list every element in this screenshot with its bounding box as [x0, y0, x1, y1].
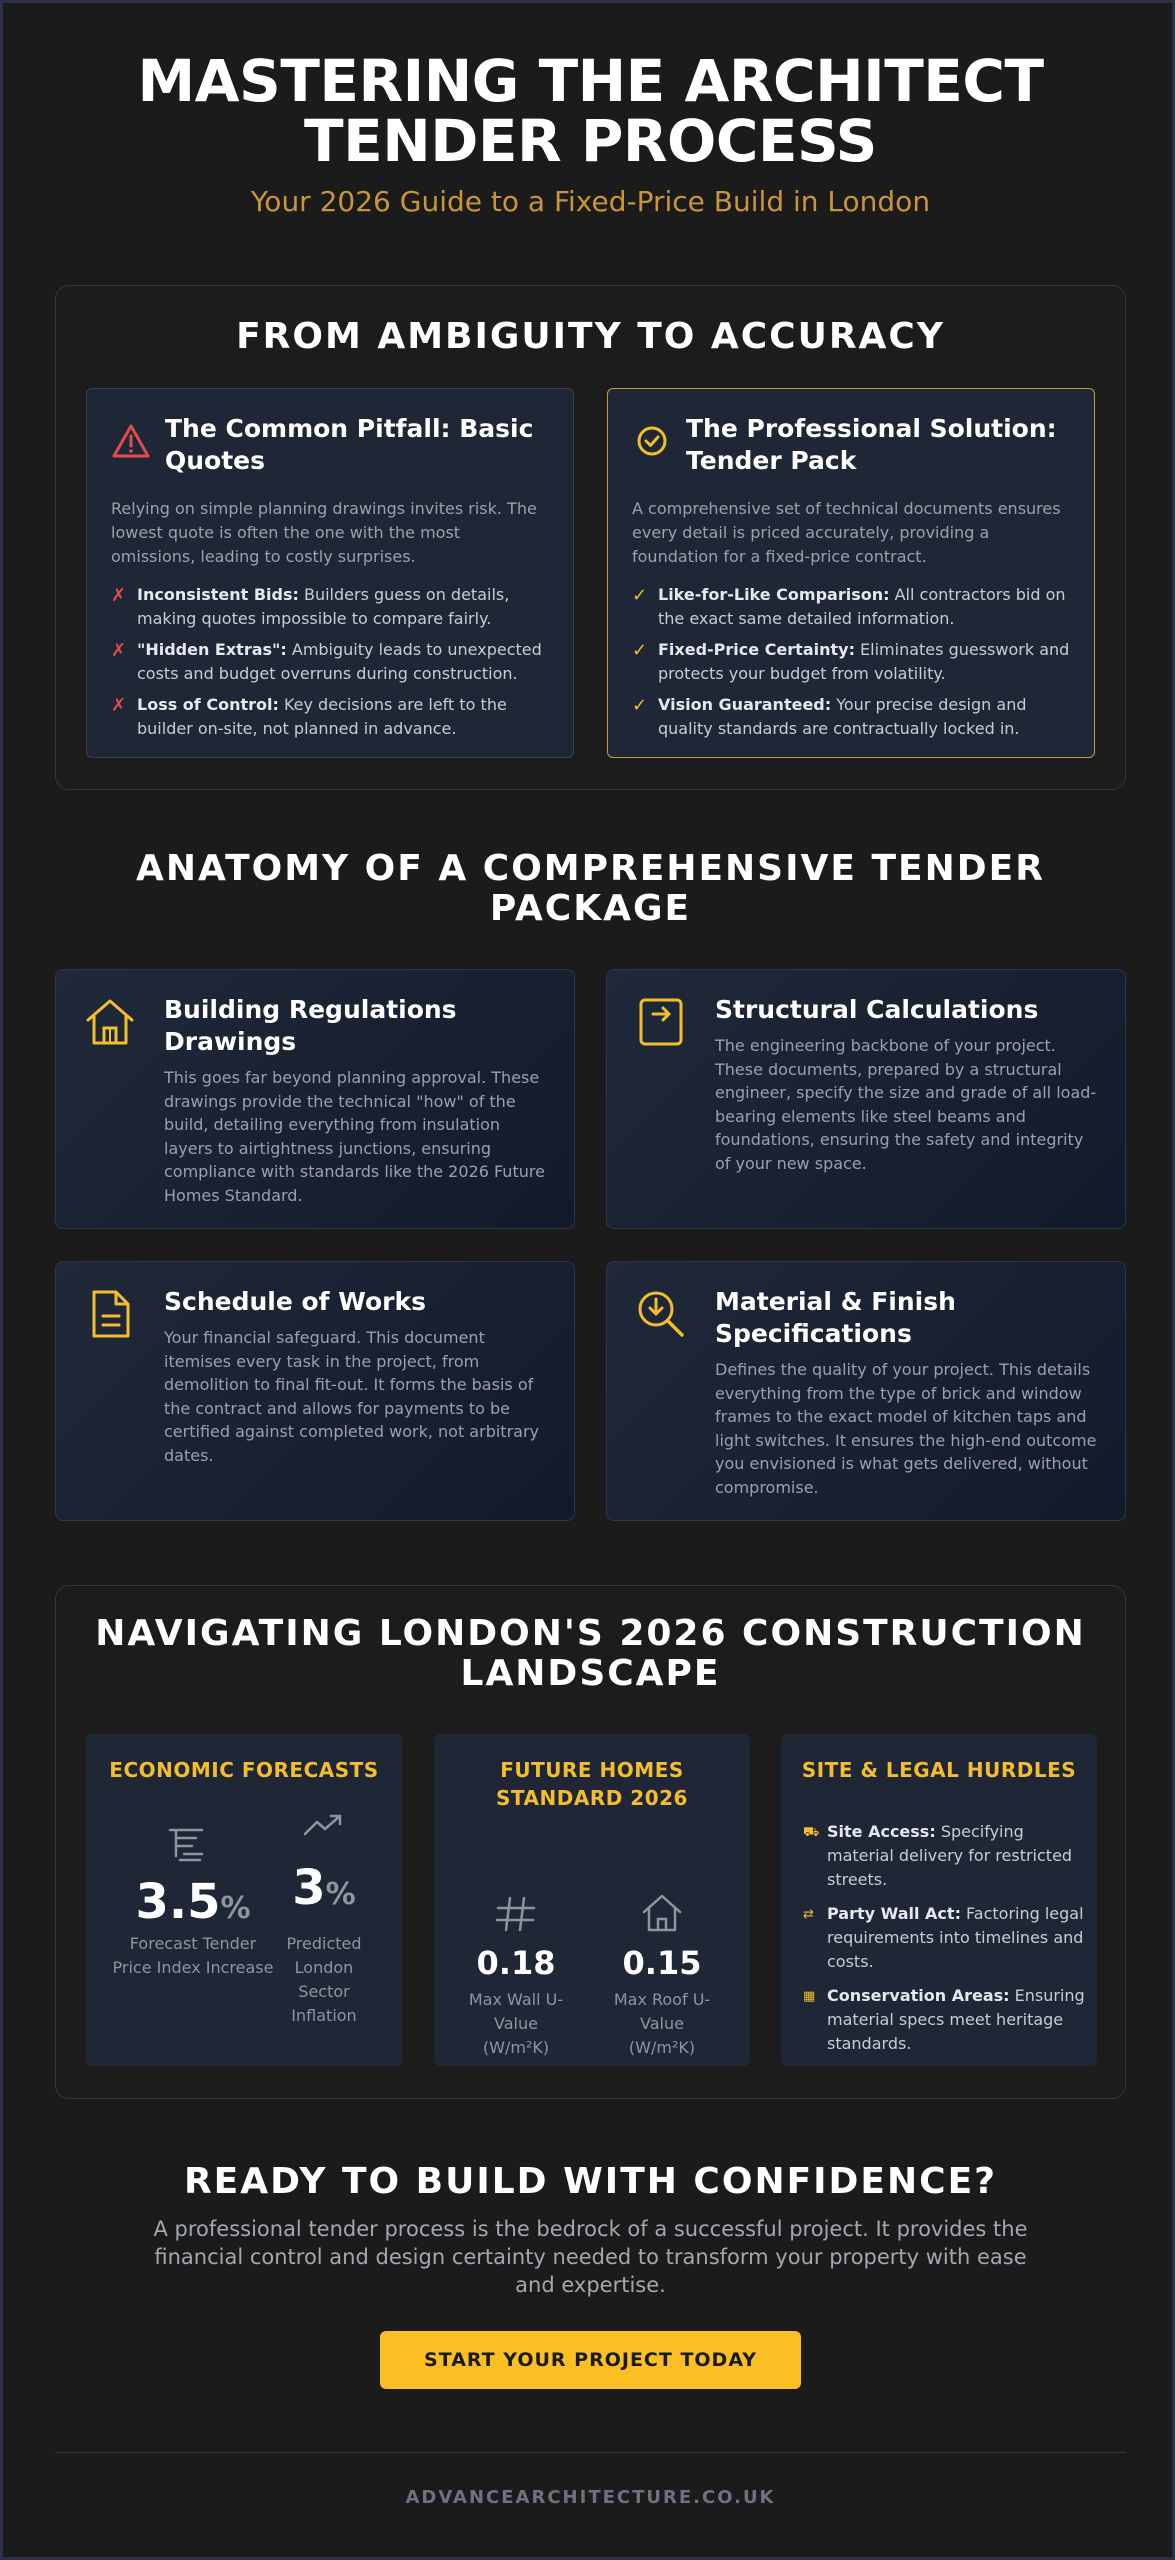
title-line: STANDARD 2026 [496, 1786, 688, 1810]
item-text: Key decisions are left to the builder on-site, not planned in advance. [137, 695, 507, 738]
doc-card-building-regs [55, 969, 575, 1229]
label-line: Value [494, 2014, 538, 2033]
page-title-line1: MASTERING THE ARCHITECT [137, 47, 1044, 115]
label-line: Predicted [286, 1934, 362, 1953]
list-item [632, 583, 1070, 631]
item-text: Specifying material delivery for restricted streets. [827, 1822, 1073, 1889]
stat-inflation-label [282, 1932, 366, 2028]
start-project-button[interactable]: START YOUR PROJECT TODAY [380, 2331, 801, 2389]
solution-card [607, 388, 1095, 758]
check-icon: ✓ [632, 695, 648, 716]
label-line: London [294, 1958, 354, 1977]
landscape-title [56, 1614, 1125, 1694]
pitfall-title: The Common Pitfall: Basic Quotes [165, 414, 534, 475]
stat-unit: % [325, 1877, 356, 1912]
doc-card-title: Schedule of Works [164, 1287, 426, 1316]
doc-card-title: Structural Calculations [715, 995, 1039, 1024]
doc-card-title: Material & Finish Specifications [715, 1287, 956, 1348]
stat-inflation [286, 1860, 362, 1916]
cross-icon: ✗ [111, 695, 127, 716]
item-bold: Vision Guaranteed: [658, 695, 832, 714]
future-homes-card [434, 1734, 750, 2066]
item-bold: Conservation Areas: [827, 1986, 1010, 2005]
doc-card-text: Defines the quality of your project. This details everything from the type of brick and window frames to the exact model of kitchen taps and light switches. It ensures the high-end outcome you envisioned is what gets delivered, without compromise. [715, 1360, 1097, 1497]
item-text: All contractors bid on the exact same detailed information. [658, 585, 1066, 628]
stat-value: 3.5 [135, 1874, 221, 1930]
doc-card-text: Your financial safeguard. This document itemises every task in the project, from demolition to final fit-out. It forms the basis of the contract and allows for payments to be certified against completed work, not arbitrary dates. [164, 1328, 539, 1465]
item-text: Eliminates guesswork and protects your budget from volatility. [658, 640, 1070, 683]
solution-title: The Professional Solution: Tender Pack [686, 414, 1057, 475]
legal-hurdles-title: SITE & LEGAL HURDLES [801, 1758, 1077, 1782]
comparison-section [55, 285, 1126, 790]
house-icon [84, 996, 136, 1048]
pitfall-description: Relying on simple planning drawings invites risk. The lowest quote is often the one with the most omissions, leading to costly surprises. [111, 499, 537, 566]
anatomy-title-line2: PACKAGE [489, 888, 692, 929]
stat-tender-index [108, 1874, 278, 1930]
cta-text: A professional tender process is the bedrock of a successful project. It provides the financial control and design certainty needed to transform your property with ease and expertise. [153, 2217, 1028, 2297]
wall-u-label [456, 1988, 576, 2060]
pitfall-card [86, 388, 574, 758]
doc-card-text: The engineering backbone of your project. These documents, prepared by a structural engineer, specify the size and grade of all load-bearing elements like steel beams and foundations, ensuring the safety and integrity of your new space. [715, 1036, 1097, 1173]
list-item [111, 638, 549, 686]
index-chart-icon [166, 1826, 206, 1866]
item-text: Ambiguity leads to unexpected costs and budget overruns during construction. [137, 640, 542, 683]
item-bold: "Hidden Extras": [137, 640, 287, 659]
landscape-section [55, 1585, 1126, 2099]
cta-title: READY TO BUILD WITH CONFIDENCE? [183, 2161, 998, 2202]
economic-title: ECONOMIC FORECASTS [109, 1758, 379, 1782]
doc-card-schedule [55, 1261, 575, 1521]
building-icon: ▦ [803, 1989, 816, 2004]
truck-icon: ⛟ [803, 1825, 820, 1840]
cross-icon: ✗ [111, 585, 127, 606]
legal-hurdles-card [781, 1734, 1097, 2066]
stat-value: 3 [292, 1860, 326, 1916]
roof-u-value: 0.15 [622, 1944, 702, 1982]
label-line: Inflation [291, 2006, 357, 2025]
anatomy-title-line1: ANATOMY OF A COMPREHENSIVE TENDER [136, 848, 1045, 889]
check-icon: ✓ [632, 585, 648, 606]
landscape-title-line1: NAVIGATING LONDON'S 2026 CONSTRUCTION [95, 1613, 1086, 1654]
doc-card-title: Building Regulations Drawings [164, 995, 457, 1056]
landscape-title-line2: LANDSCAPE [460, 1653, 721, 1694]
list-item [632, 693, 1070, 741]
doc-card-structural [606, 969, 1126, 1229]
trend-up-icon [302, 1810, 344, 1840]
document-icon [84, 1288, 136, 1340]
label-line: (W/m²K) [482, 2038, 550, 2057]
title-line: FUTURE HOMES [500, 1758, 684, 1782]
label-line: Max Wall U- [468, 1990, 564, 2009]
list-item [803, 1984, 1085, 2056]
solution-description: A comprehensive set of technical documents ensures every detail is priced accurately, providing a foundation for a fixed-price contract. [632, 499, 1061, 566]
list-item [803, 1820, 1085, 1892]
anatomy-title [55, 849, 1126, 929]
solution-list [632, 583, 1070, 741]
item-bold: Loss of Control: [137, 695, 279, 714]
item-bold: Site Access: [827, 1822, 936, 1841]
label-line: (W/m²K) [628, 2038, 696, 2057]
item-text: Your precise design and quality standards are contractually locked in. [658, 695, 1027, 738]
label-line: Sector [298, 1982, 350, 2001]
pitfall-list [111, 583, 549, 741]
item-bold: Fixed-Price Certainty: [658, 640, 855, 659]
list-item [111, 693, 549, 741]
item-bold: Like-for-Like Comparison: [658, 585, 890, 604]
item-text: Builders guess on details, making quotes impossible to compare fairly. [137, 585, 510, 628]
item-bold: Inconsistent Bids: [137, 585, 299, 604]
label-line: Value [640, 2014, 684, 2033]
calculator-icon [635, 996, 687, 1048]
item-text: Factoring legal requirements into timelines and costs. [827, 1904, 1084, 1971]
page-subtitle: Your 2026 Guide to a Fixed-Price Build in London [250, 185, 931, 218]
magnifier-icon [635, 1288, 687, 1340]
item-bold: Party Wall Act: [827, 1904, 961, 1923]
legal-hurdles-list [803, 1820, 1085, 2066]
wall-u-value: 0.18 [476, 1944, 556, 1982]
page-title-line2: TENDER PROCESS [304, 107, 877, 175]
roof-house-icon [640, 1892, 684, 1934]
stat-unit: % [220, 1891, 251, 1926]
label-line: Forecast Tender [129, 1934, 257, 1953]
split-arrow-icon: ⇄ [803, 1907, 814, 1922]
comparison-title: FROM AMBIGUITY TO ACCURACY [236, 316, 945, 357]
footer-website-link[interactable]: ADVANCEARCHITECTURE.CO.UK [405, 2487, 776, 2508]
check-circle-icon [632, 421, 672, 461]
roof-u-label [602, 1988, 722, 2060]
list-item [632, 638, 1070, 686]
list-item [111, 583, 549, 631]
cross-icon: ✗ [111, 640, 127, 661]
label-line: Price Index Increase [112, 1958, 274, 1977]
footer-divider [55, 2452, 1126, 2453]
label-line: Max Roof U- [613, 1990, 711, 2009]
warning-triangle-icon [111, 421, 151, 461]
list-item [803, 1902, 1085, 1974]
check-icon: ✓ [632, 640, 648, 661]
item-text: Ensuring material specs meet heritage standards. [827, 1986, 1085, 2053]
page-title [3, 47, 1175, 175]
economic-card [86, 1734, 402, 2066]
wall-grid-icon [494, 1894, 538, 1934]
stat-tender-label [98, 1932, 288, 1980]
doc-card-text: This goes far beyond planning approval. These drawings provide the technical "how" of the build, detailing everything from insulation layers to airtightness junctions, ensuring compliance with standards like the 2026 Future Homes Standard. [164, 1068, 545, 1205]
doc-card-materials [606, 1261, 1126, 1521]
future-homes-title [434, 1756, 750, 1812]
